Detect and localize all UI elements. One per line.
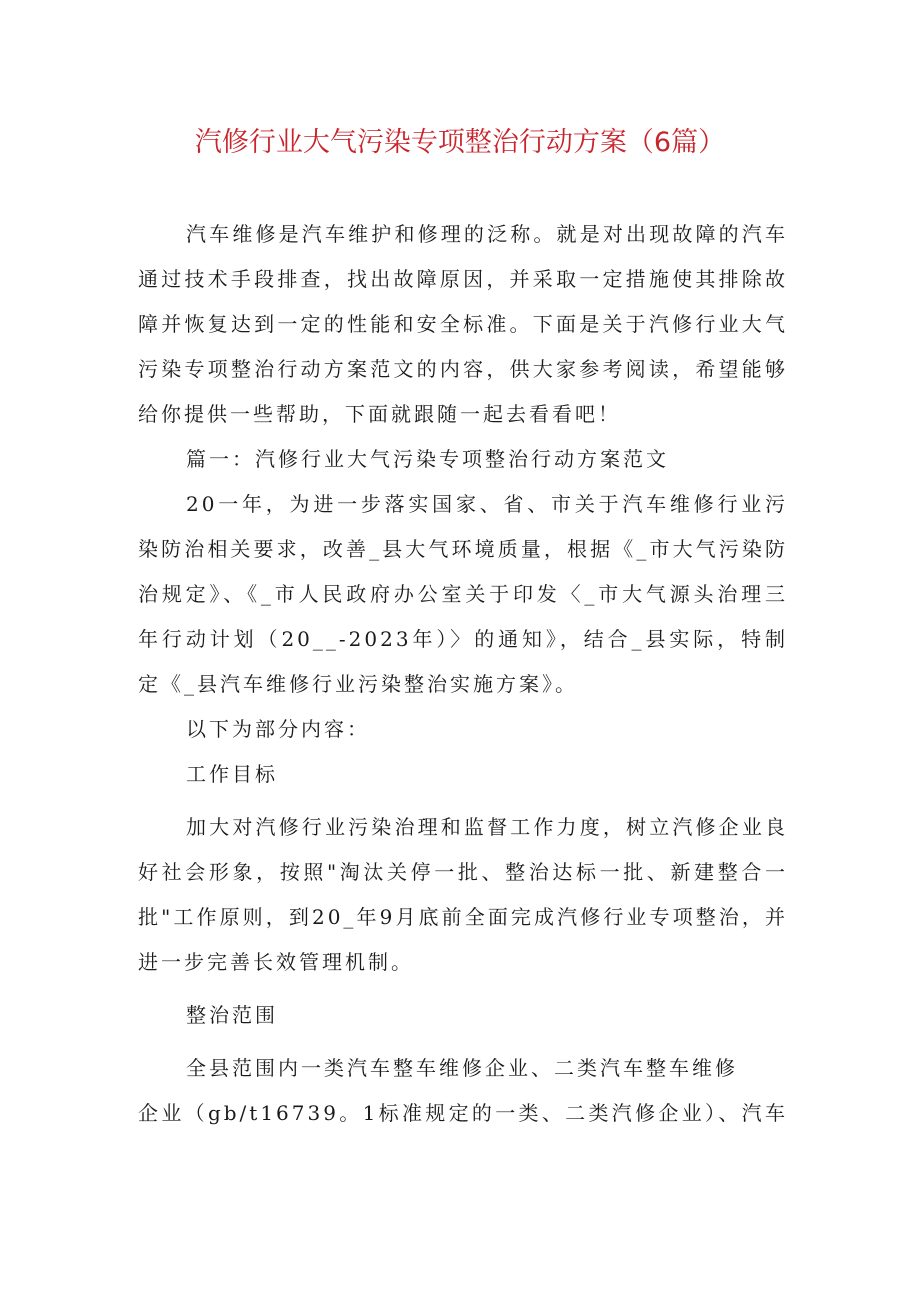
text-line: 定《_县汽车维修行业污染整治实施方案》。 xyxy=(138,672,578,696)
text-line: 进一步完善长效管理机制。 xyxy=(138,950,414,974)
text-line: 染防治相关要求，改善_县大气环境质量，根据《_市大气污染防 xyxy=(138,537,788,561)
scope-paragraph xyxy=(138,1046,788,1136)
policy-paragraph xyxy=(138,482,788,707)
document-title: 汽修行业大气污染专项整治行动方案（6篇） xyxy=(194,127,726,158)
text-line: 以下为部分内容： xyxy=(186,717,370,741)
subheading-scope: 整治范围 xyxy=(186,1003,278,1027)
document-body xyxy=(138,212,788,1136)
text-line: 企业（gb/t16739。1标准规定的一类、二类汽修企业）、汽车 xyxy=(138,1101,788,1125)
text-line: 加大对汽修行业污染治理和监督工作力度，树立汽修企业良 xyxy=(186,815,788,839)
text-line: 治规定》、《_市人民政府办公室关于印发〈_市大气源头治理三 xyxy=(138,582,788,606)
subheading-scope-paragraph xyxy=(138,993,788,1038)
text-line: 年行动计划（20__-2023年）〉的通知》，结合_县实际，特制 xyxy=(138,627,788,651)
text-line: 批"工作原则，到20_年9月底前全面完成汽修行业专项整治，并 xyxy=(138,905,788,929)
text-line: 给你提供一些帮助，下面就跟随一起去看看吧！ xyxy=(138,402,621,426)
text-line: 20一年，为进一步落实国家、省、市关于汽车维修行业污 xyxy=(186,492,788,516)
text-line: 好社会形象，按照"淘汰关停一批、整治达标一批、新建整合一 xyxy=(138,860,788,884)
text-line: 通过技术手段排查，找出故障原因，并采取一定措施使其排除故 xyxy=(138,267,788,291)
text-line: 污染专项整治行动方案范文的内容，供大家参考阅读，希望能够 xyxy=(138,357,788,381)
text-line: 汽车维修是汽车维护和修理的泛称。就是对出现故障的汽车 xyxy=(186,222,788,246)
intro-paragraph xyxy=(138,212,788,437)
text-line: 全县范围内一类汽车整车维修企业、二类汽车整车维修 xyxy=(186,1056,738,1080)
subheading-goals: 工作目标 xyxy=(186,762,278,786)
section-heading-paragraph xyxy=(138,437,788,482)
subheading-goals-paragraph xyxy=(138,752,788,797)
section-heading: 篇一：汽修行业大气污染专项整治行动方案范文 xyxy=(186,447,669,471)
partial-content-note xyxy=(138,707,788,752)
goals-paragraph xyxy=(138,805,788,985)
text-line: 障并恢复达到一定的性能和安全标准。下面是关于汽修行业大气 xyxy=(138,312,788,336)
